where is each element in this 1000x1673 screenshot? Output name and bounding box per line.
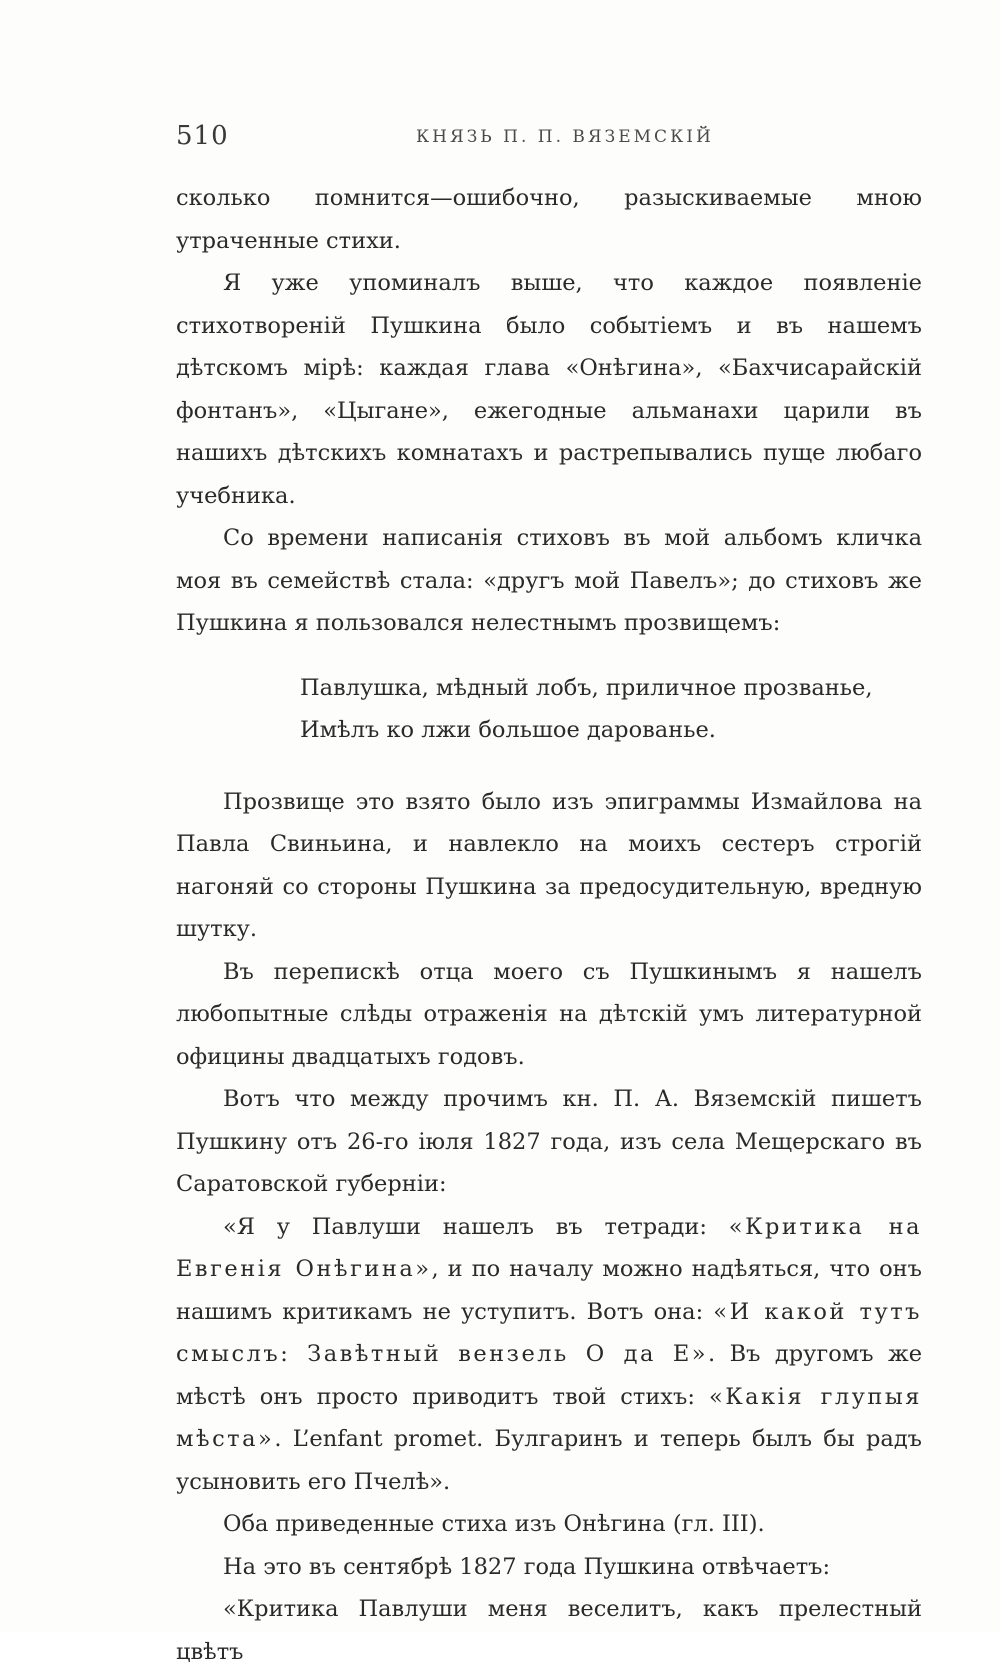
body-text	[176, 177, 922, 1673]
paragraph-2: Я уже упоминалъ выше, что каждое появленіе стихотвореній Пушкина было событіемъ и въ нашемъ дѣтскомъ мірѣ: каждая глава «Онѣгина», «Бахчисарайскій фонтанъ», «Цыгане», ежегодные альманахи царили въ нашихъ дѣтскихъ комнатахъ и растрепывались пуще любаго учебника.	[176, 270, 922, 509]
verse-quote	[300, 667, 922, 752]
quote-text: . Въ другомъ же мѣстѣ онъ просто приводитъ твой стихъ:	[176, 1341, 923, 1410]
paragraph-6: Вотъ что между прочимъ кн. П. А. Вяземскій пишетъ Пушкину отъ 26-го іюля 1827 года, изъ села Мещерскаго въ Саратовской губерніи:	[176, 1086, 922, 1197]
quote-title: «Критика на Евгенія Онѣгина»	[176, 1213, 923, 1282]
paragraph-1: сколько помнится—ошибочно, разыскиваемые мною утраченные стихи.	[176, 185, 922, 254]
quote-text: «Я у Павлуши нашелъ въ тетради:	[223, 1213, 729, 1240]
page-number: 510	[176, 121, 229, 151]
quote-text: . L’enfant promet. Булгаринъ и теперь былъ бы радъ усыновить его Пчелѣ».	[176, 1426, 922, 1495]
paragraph-4: Прозвище это взято было изъ эпиграммы Измайлова на Павла Свиньина, и навлекло на моихъ сестеръ строгій нагоняй со стороны Пушкина за предосудительную, вредную шутку.	[176, 788, 922, 942]
verse-line-2: Имѣлъ ко лжи большое дарованье.	[300, 717, 716, 743]
paragraph-3: Со времени написанія стиховъ въ мой альбомъ кличка моя въ семействѣ стала: «другъ мой Павелъ»; до стиховъ же Пушкина я пользовался нелестнымъ прозвищемъ:	[176, 525, 922, 636]
paragraph-8: Оба приведенные стиха изъ Онѣгина (гл. III).	[223, 1511, 765, 1537]
quote-verse: «Какія глупыя мѣста»	[176, 1383, 922, 1452]
paragraph-7	[176, 1206, 922, 1504]
paragraph-9: На это въ сентябрѣ 1827 года Пушкина отвѣчаетъ:	[223, 1553, 831, 1580]
quote-text: , и по началу можно надѣяться, что онъ нашимъ критикамъ не уступитъ. Вотъ она:	[176, 1256, 922, 1325]
running-title: КНЯЗЬ П. П. ВЯЗЕМСКІЙ	[416, 127, 714, 147]
paragraph-5: Въ перепискѣ отца моего съ Пушкинымъ я нашелъ любопытные слѣды отраженія на дѣтскій умъ литературной официны двадцатыхъ годовъ.	[176, 958, 922, 1070]
paragraph-10: «Критика Павлуши меня веселитъ, какъ прелестный цвѣтъ	[176, 1596, 922, 1665]
page-header	[176, 121, 922, 161]
quote-critique: «И какой тутъ смыслъ: Завѣтный вензель О да Е»	[176, 1298, 922, 1367]
verse-line-1: Павлушка, мѣдный лобъ, приличное прозванье,	[300, 674, 873, 701]
